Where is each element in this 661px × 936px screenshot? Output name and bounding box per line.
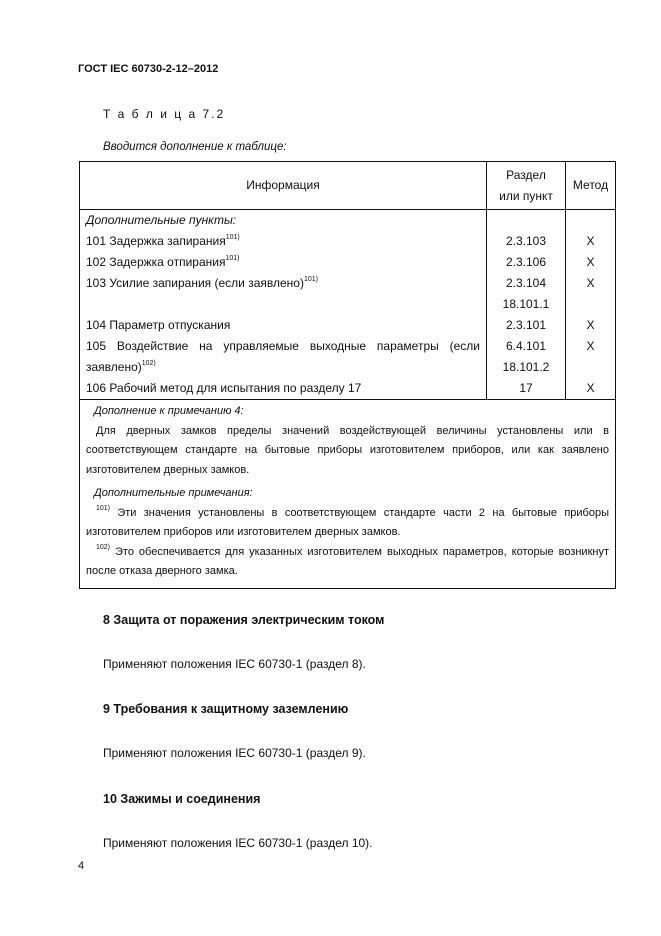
- table-row: [86, 252, 480, 273]
- row-method: X: [586, 339, 595, 353]
- note-extra-title: Дополнительные примечания:: [94, 487, 253, 499]
- footnote-101: [86, 504, 609, 543]
- table-row: [86, 315, 480, 336]
- section-heading: 10 Зажимы и соединения: [103, 792, 261, 806]
- column-header-ref-line2: или пункт: [499, 188, 553, 203]
- ref-column-cell: [487, 210, 566, 400]
- page-number: 4: [78, 860, 85, 872]
- footnote-text: Это обеспечивается для указанных изготовителем выходных параметров, которые возникнут после отказа дверного замка.: [86, 545, 609, 577]
- info-column-cell: [80, 210, 487, 400]
- row-method: X: [586, 255, 595, 269]
- row-text: 101 Задержка запирания: [86, 234, 226, 248]
- footnote-ref: 101): [225, 255, 240, 262]
- row-ref: 2.3.103: [505, 234, 547, 248]
- column-header-method: Метод: [566, 162, 616, 210]
- table-row: [86, 357, 480, 378]
- section-text: Применяют положения IEC 60730-1 (раздел 8).: [103, 657, 366, 671]
- section-heading: 8 Защита от поражения электрическим током: [103, 613, 385, 627]
- row-text: 106 Рабочий метод для испытания по разделу 17: [86, 381, 362, 395]
- row-method: X: [586, 381, 595, 395]
- footnote-mark: 102): [96, 543, 111, 551]
- footnote-ref: 102): [141, 360, 156, 367]
- footnote-mark: 101): [96, 504, 111, 512]
- notes-cell: [80, 400, 616, 589]
- row-text: 102 Задержка отпирания: [86, 255, 226, 269]
- row-method: X: [586, 234, 595, 248]
- column-header-ref: [487, 162, 566, 210]
- row-text: заявлено): [86, 360, 142, 374]
- row-ref: 18.101.1: [502, 297, 550, 311]
- row-text: 103 Усилие запирания (если заявлено): [86, 276, 304, 290]
- section-heading: 9 Требования к защитному заземлению: [103, 702, 349, 716]
- footnote-ref: 101): [225, 234, 240, 241]
- table-row: [86, 336, 480, 357]
- column-header-info: Информация: [80, 162, 487, 210]
- row-ref: 18.101.2: [502, 360, 550, 374]
- row-method: X: [586, 318, 595, 332]
- row-method: X: [586, 276, 595, 290]
- row-text: 105 Воздействие на управляемые выходные параметры (если: [86, 339, 480, 353]
- column-header-ref-line1: Раздел: [506, 167, 546, 182]
- method-column-cell: [566, 210, 616, 400]
- row-ref: 2.3.101: [505, 318, 547, 332]
- table-title: Т а б л и ц а 7.2: [103, 107, 226, 121]
- information-table: [79, 161, 616, 589]
- section-text: Применяют положения IEC 60730-1 (раздел 10).: [103, 836, 373, 850]
- footnote-ref: 101): [303, 276, 318, 283]
- row-ref: 6.4.101: [505, 339, 547, 353]
- row-ref: 2.3.104: [505, 276, 547, 290]
- table-row: [86, 378, 480, 399]
- section-text: Применяют положения IEC 60730-1 (раздел 9).: [103, 746, 366, 760]
- row-text: 104 Параметр отпускания: [86, 318, 231, 332]
- footnote-102: [86, 543, 609, 582]
- note-addition-title: Дополнение к примечанию 4:: [94, 405, 244, 417]
- document-code: ГОСТ IEC 60730-2-12–2012: [78, 63, 219, 75]
- footnote-text: Эти значения установлены в соответствующем стандарте части 2 на бытовые приборы изготовителем приборов или изготовителем дверных замков.: [86, 506, 609, 538]
- row-ref: 17: [519, 381, 533, 395]
- row-ref: 2.3.106: [505, 255, 547, 269]
- table-row: [86, 231, 480, 252]
- subheader: Дополнительные пункты:: [86, 213, 237, 227]
- table-row: [86, 273, 480, 294]
- note-addition-text: Для дверных замков пределы значений воздействующей величины установлены или в соответствующем стандарте на бытовые приборы изготовителем приборов, или как заявлено изготовителем дверных замков.: [86, 424, 609, 476]
- table-intro: Вводится дополнение к таблице:: [103, 141, 287, 153]
- table-row-empty: [86, 294, 480, 315]
